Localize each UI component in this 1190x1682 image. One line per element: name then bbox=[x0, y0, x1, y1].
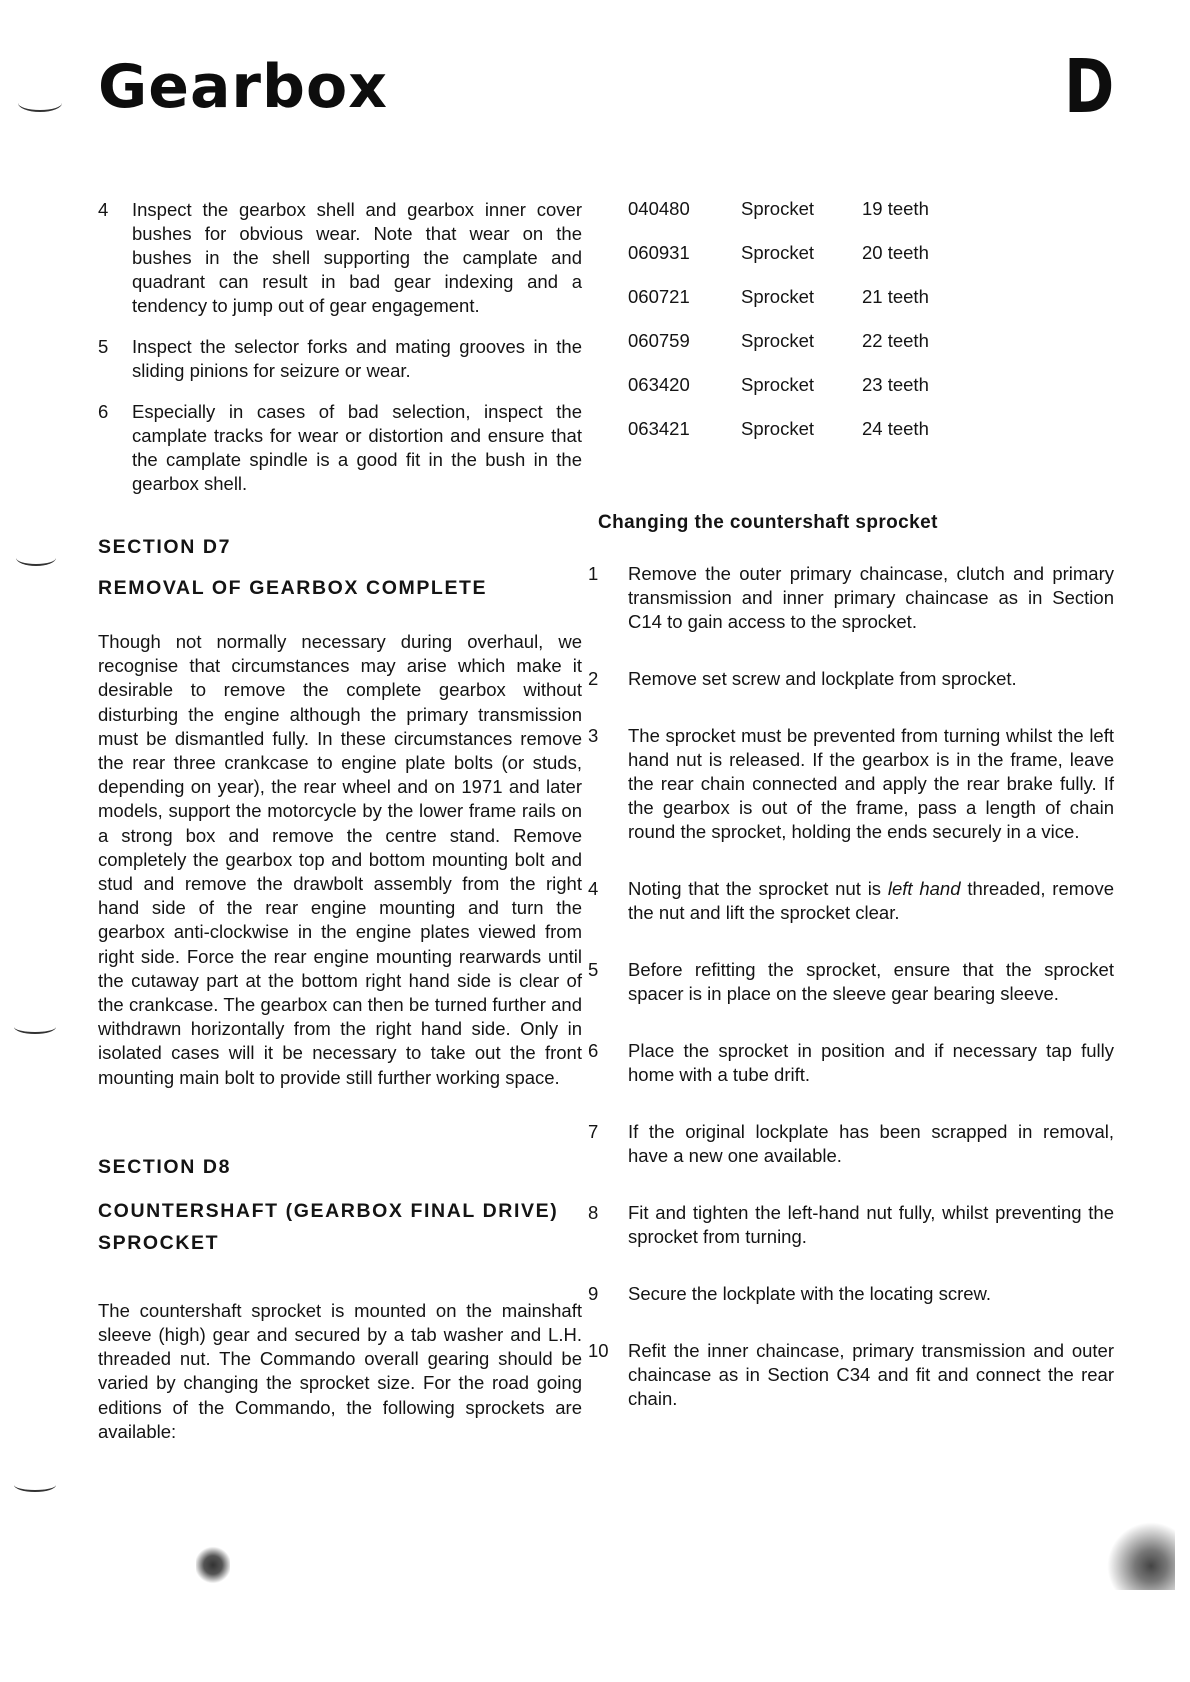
step-text: Remove the outer primary chaincase, clutch and primary transmission and inner primary chaincase as in Section C14 to gain access to the sprocket. bbox=[628, 563, 1114, 632]
tooth-count: 21 teeth bbox=[862, 286, 929, 307]
step-number: 4 bbox=[588, 878, 599, 899]
tooth-count: 22 teeth bbox=[862, 330, 929, 351]
step-text: The sprocket must be prevented from turning whilst the left hand nut is released. If the gearbox is in the frame, leave the rear chain connected and apply the rear brake fully. If the gearbox is out of the frame, pass a length of chain round the sprocket, holding the ends securely in a vice. bbox=[628, 725, 1114, 842]
step-number: 2 bbox=[588, 668, 599, 689]
step-number: 5 bbox=[588, 959, 599, 980]
step-text: Fit and tighten the left-hand nut fully, whilst preventing the sprocket from turning. bbox=[628, 1202, 1114, 1247]
section-d7-title: REMOVAL OF GEARBOX COMPLETE bbox=[98, 577, 488, 599]
table-row bbox=[628, 374, 929, 418]
tooth-count: 23 teeth bbox=[862, 374, 929, 395]
part-number: 063421 bbox=[628, 418, 690, 439]
list-item bbox=[588, 877, 1114, 925]
step-text-after: threaded, remove the nut and lift the sprocket clear. bbox=[628, 878, 1114, 923]
step-number: 1 bbox=[588, 563, 599, 584]
sprocket-table bbox=[628, 198, 929, 462]
list-item bbox=[98, 198, 582, 318]
step-number: 9 bbox=[588, 1283, 599, 1304]
scan-mark bbox=[1095, 1510, 1175, 1590]
scan-mark bbox=[16, 550, 56, 566]
step-text: Remove set screw and lockplate from sprocket. bbox=[628, 668, 1017, 689]
list-item bbox=[588, 1201, 1114, 1249]
item-number: 4 bbox=[98, 199, 109, 220]
step-text: Secure the lockplate with the locating screw. bbox=[628, 1283, 991, 1304]
part-number: 060721 bbox=[628, 286, 690, 307]
part-number: 060759 bbox=[628, 330, 690, 351]
step-text bbox=[628, 877, 1114, 925]
list-item bbox=[588, 724, 1114, 844]
step-text: Refit the inner chaincase, primary transmission and outer chaincase as in Section C34 and fit and connect the rear chain. bbox=[628, 1340, 1114, 1409]
section-d7-label: SECTION D7 bbox=[98, 536, 232, 558]
step-number: 7 bbox=[588, 1121, 599, 1142]
part-name: Sprocket bbox=[741, 374, 815, 395]
list-item bbox=[588, 1282, 1114, 1306]
step-number: 6 bbox=[588, 1040, 599, 1061]
tooth-count: 20 teeth bbox=[862, 242, 929, 263]
step-text-italic: left hand bbox=[887, 878, 961, 899]
step-number: 10 bbox=[588, 1340, 609, 1361]
section-letter: D bbox=[1064, 44, 1115, 130]
part-name: Sprocket bbox=[741, 418, 815, 439]
section-d8-paragraph: The countershaft sprocket is mounted on the mainshaft sleeve (high) gear and secured by a tab washer and L.H. threaded nut. The Commando overall gearing should be varied by changing the sprocket size. For the road going editions of the Commando, the following sprockets are available: bbox=[98, 1299, 582, 1442]
left-column bbox=[98, 198, 582, 1444]
part-number: 063420 bbox=[628, 374, 690, 395]
step-number: 8 bbox=[588, 1202, 599, 1223]
scan-mark bbox=[196, 1545, 230, 1585]
step-number: 3 bbox=[588, 725, 599, 746]
section-d7-paragraph: Though not normally necessary during overhaul, we recognise that circumstances may arise which make it desirable to remove the complete gearbox without disturbing the engine although the primary transmission must be dismantled fully. In these circumstances remove the rear three crankcase to engine plate bolts (or studs, depending on year), the rear wheel and on 1971 and later models, support the motorcycle by the lower frame rails on a strong box and remove the centre stand. Remove completely the gearbox top and bottom mounting bolt and stud and remove the drawbolt assembly from the right hand side of the rear engine mounting and turn the gearbox anti-clockwise in the engine plates viewed from right side. Force the rear engine mounting rearwards until the cutaway part at the bottom right hand side is clear of the crankcase. The gearbox can then be turned further and withdrawn horizontally from the right hand side. Only in isolated cases will it be necessary to take out the front mounting main bolt to provide still further working space. bbox=[98, 631, 582, 1088]
table-row bbox=[628, 330, 929, 374]
item-text: Inspect the selector forks and mating grooves in the sliding pinions for seizure or wear. bbox=[132, 336, 582, 381]
step-text: If the original lockplate has been scrapped in removal, have a new one available. bbox=[628, 1121, 1114, 1166]
table-row bbox=[628, 242, 929, 286]
list-item bbox=[98, 335, 582, 383]
changing-steps bbox=[588, 562, 1114, 1411]
part-name: Sprocket bbox=[741, 286, 815, 307]
list-item bbox=[588, 562, 1114, 634]
tooth-count: 24 teeth bbox=[862, 418, 929, 439]
scan-mark bbox=[14, 1020, 56, 1034]
part-name: Sprocket bbox=[741, 242, 815, 263]
scan-mark bbox=[18, 94, 62, 112]
step-text: Before refitting the sprocket, ensure that the sprocket spacer is in place on the sleeve gear bearing sleeve. bbox=[628, 959, 1114, 1004]
inspection-list bbox=[98, 198, 582, 496]
item-number: 5 bbox=[98, 336, 109, 357]
scan-mark bbox=[14, 1478, 56, 1492]
table-row bbox=[628, 418, 929, 462]
list-item bbox=[98, 400, 582, 496]
list-item bbox=[588, 1039, 1114, 1087]
tooth-count: 19 teeth bbox=[862, 198, 929, 219]
part-name: Sprocket bbox=[741, 198, 815, 219]
item-text: Inspect the gearbox shell and gearbox inner cover bushes for obvious wear. Note that wear on the bushes in the shell supporting the camplate and quadrant can result in bad gear indexing and a tendency to jump out of gear engagement. bbox=[132, 199, 582, 316]
part-number: 040480 bbox=[628, 198, 690, 219]
table-row bbox=[628, 198, 929, 242]
step-text: Place the sprocket in position and if necessary tap fully home with a tube drift. bbox=[628, 1040, 1114, 1085]
list-item bbox=[588, 1120, 1114, 1168]
table-row bbox=[628, 286, 929, 330]
changing-heading: Changing the countershaft sprocket bbox=[598, 512, 938, 533]
list-item bbox=[588, 667, 1114, 691]
section-d8-title bbox=[98, 1195, 582, 1259]
item-text: Especially in cases of bad selection, inspect the camplate tracks for wear or distortion and ensure that the camplate spindle is a good fit in the bush in the gearbox shell. bbox=[132, 401, 582, 494]
section-d8-label: SECTION D8 bbox=[98, 1155, 232, 1178]
page-title: Gearbox bbox=[98, 52, 388, 122]
item-number: 6 bbox=[98, 401, 109, 422]
right-column bbox=[588, 198, 1114, 1444]
part-name: Sprocket bbox=[741, 330, 815, 351]
section-d8-title-line2: SPROCKET bbox=[98, 1231, 220, 1254]
step-text-before: Noting that the sprocket nut is bbox=[628, 878, 888, 899]
list-item bbox=[588, 958, 1114, 1006]
part-number: 060931 bbox=[628, 242, 690, 263]
list-item bbox=[588, 1339, 1114, 1411]
section-d8-title-line1: COUNTERSHAFT (GEARBOX FINAL DRIVE) bbox=[98, 1199, 559, 1222]
